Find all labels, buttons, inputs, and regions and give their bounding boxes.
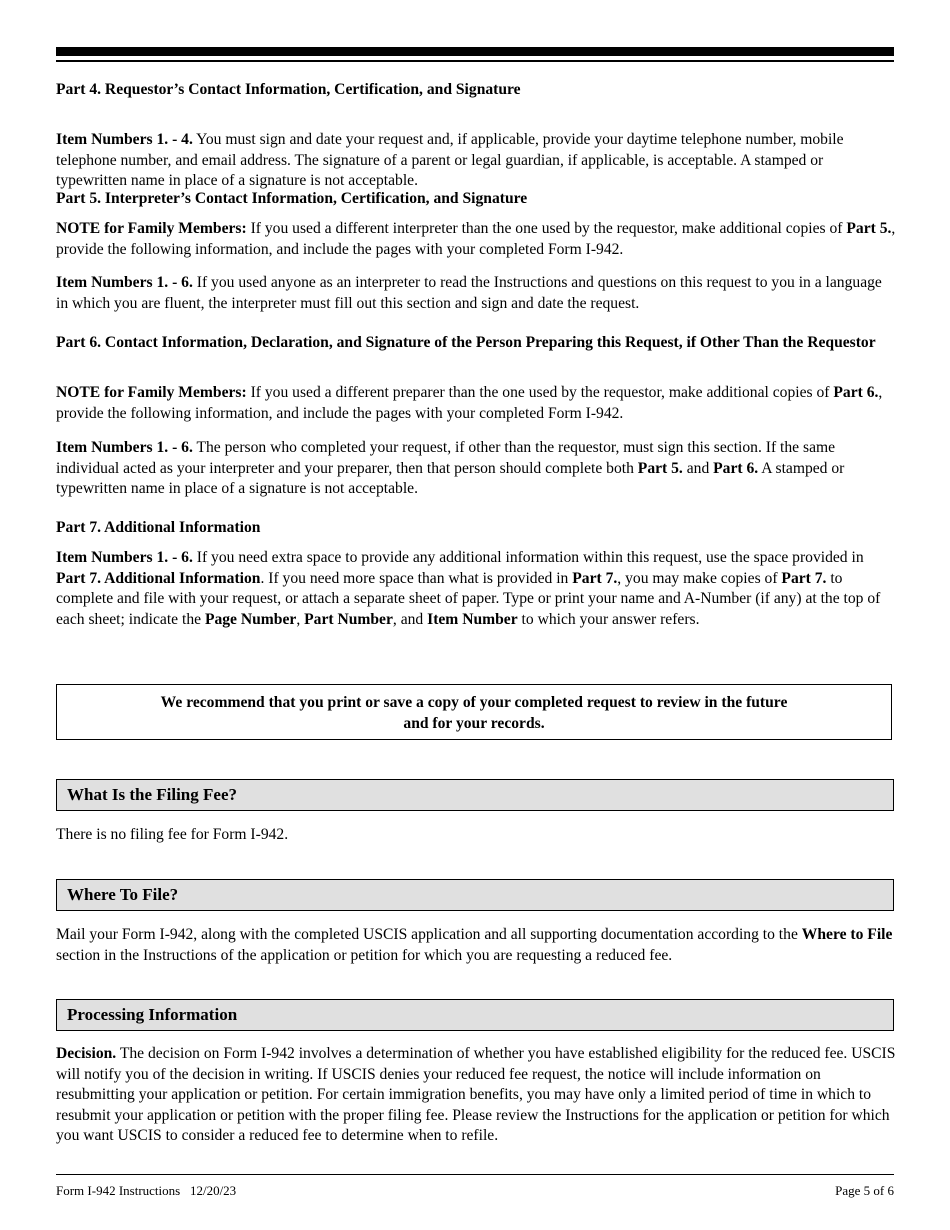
bold-text: Part 7. xyxy=(781,569,827,587)
fee-para xyxy=(56,825,896,846)
part5-heading: Part 5. Interpreter’s Contact Information, Certification, and Signature xyxy=(56,190,528,207)
part5-note-para xyxy=(56,219,896,260)
footer-page-number: Page 5 of 6 xyxy=(835,1183,894,1198)
body-text: to complete and file with your request, or attach a separate sheet of paper. Type or print your name and A-Number (if any) at the top of each sheet; indicate the xyxy=(56,569,881,628)
bold-text: Item Numbers 1. - 6. xyxy=(56,549,193,566)
body-text: , xyxy=(296,610,305,628)
body-text: , you may make copies of xyxy=(617,569,782,587)
bold-text: Decision. xyxy=(56,1045,117,1062)
bold-text: Item Numbers 1. - 6. xyxy=(56,439,193,456)
part7-item-para xyxy=(56,548,896,630)
body-text: There is no filing fee for Form I-942. xyxy=(56,826,289,843)
body-text: If you used a different interpreter than the one used by the requestor, make additional copies of xyxy=(246,220,847,237)
footer-form-id: Form I-942 Instructions 12/20/23 xyxy=(56,1183,237,1198)
bold-text: Part 7. Additional Information xyxy=(56,569,261,587)
bold-text: Part 7. xyxy=(572,569,618,587)
section-header-processing: Processing Information xyxy=(56,999,894,1031)
footer-rule xyxy=(56,1174,894,1175)
bold-text: Page Number xyxy=(204,610,297,628)
body-text: section in the Instructions of the application or petition for which you are requesting a reduced fee. xyxy=(56,946,673,964)
body-text: A stamped or typewritten name in place of a signature is not acceptable. xyxy=(56,459,845,498)
part7-heading: Part 7. Additional Information xyxy=(56,519,261,536)
part5-item-para xyxy=(56,273,896,314)
bold-text: Item Numbers 1. - 6. xyxy=(56,274,193,291)
body-text: and xyxy=(682,459,714,477)
body-text: If you used a different preparer than the one used by the requestor, make additional copies of xyxy=(246,384,834,401)
part4-item-para xyxy=(56,130,896,192)
where-para xyxy=(56,925,896,966)
body-text: , and xyxy=(392,610,428,628)
part6-item-para xyxy=(56,438,896,500)
bold-text: Part Number xyxy=(304,610,393,628)
header-thin-rule xyxy=(56,60,894,62)
recommend-box xyxy=(56,684,892,740)
recommend-line2: and for your records. xyxy=(403,714,545,732)
bold-text: Part 5. xyxy=(637,459,683,477)
part4-heading: Part 4. Requestor’s Contact Information, Certification, and Signature xyxy=(56,81,521,98)
bold-text: Where to File xyxy=(801,926,893,943)
body-text: If you need extra space to provide any additional information within this request, use the space provided in xyxy=(192,549,864,566)
decision-para xyxy=(56,1044,896,1147)
body-text: , provide the following information, and include the pages with your completed Form I-942. xyxy=(56,384,883,422)
body-text: The decision on Form I-942 involves a determination of whether you have established eligibility for the reduced fee. USCIS will notify you of the decision in writing. If USCIS denies your reduced fee request, the notice will include information on resubmitting your application or petition. For certain immigration benefits, you may have only a limited period of time in which to resubmit your application or petition with the proper filing fee. Please review the Instructions for the application or petition for which you want USCIS to consider a reduced fee to determine when to refile. xyxy=(56,1045,896,1145)
body-text: Mail your Form I-942, along with the completed USCIS application and all supporting documentation according to the xyxy=(56,926,802,943)
body-text: The person who completed your request, if other than the requestor, must sign this section. If the same individual acted as your interpreter and your preparer, then that person should complete both xyxy=(56,439,836,477)
bold-text: Part 6. xyxy=(833,384,879,401)
bold-text: Item Numbers 1. - 4. xyxy=(56,131,193,148)
section-header-where: Where To File? xyxy=(56,879,894,911)
body-text: You must sign and date your request and, if applicable, provide your daytime telephone number, mobile telephone number, and email address. The signature of a parent or legal guardian, if applicable, is acceptable. A stamped or typewritten name in place of a signature is not acceptable. xyxy=(56,131,844,190)
section-header-fee: What Is the Filing Fee? xyxy=(56,779,894,811)
bold-text: Part 5. xyxy=(846,220,892,237)
bold-text: Part 6. xyxy=(713,459,759,477)
recommend-line1: We recommend that you print or save a copy of your completed request to review in the future xyxy=(160,694,788,711)
part6-heading: Part 6. Contact Information, Declaration, and Signature of the Person Preparing this Request, if Other Than the Requestor xyxy=(56,334,876,351)
body-text: If you used anyone as an interpreter to read the Instructions and questions on this request to you in a language in which you are fluent, the interpreter must fill out this section and sign and date the request. xyxy=(56,274,882,312)
header-thick-rule xyxy=(56,47,894,56)
bold-text: NOTE for Family Members: xyxy=(56,220,247,237)
body-text: , provide the following information, and include the pages with your completed Form I-942. xyxy=(56,220,896,258)
part6-note-para xyxy=(56,383,896,424)
bold-text: NOTE for Family Members: xyxy=(56,384,247,401)
body-text: to which your answer refers. xyxy=(517,610,700,628)
body-text: . If you need more space than what is provided in xyxy=(260,569,573,587)
bold-text: Item Number xyxy=(427,610,518,628)
